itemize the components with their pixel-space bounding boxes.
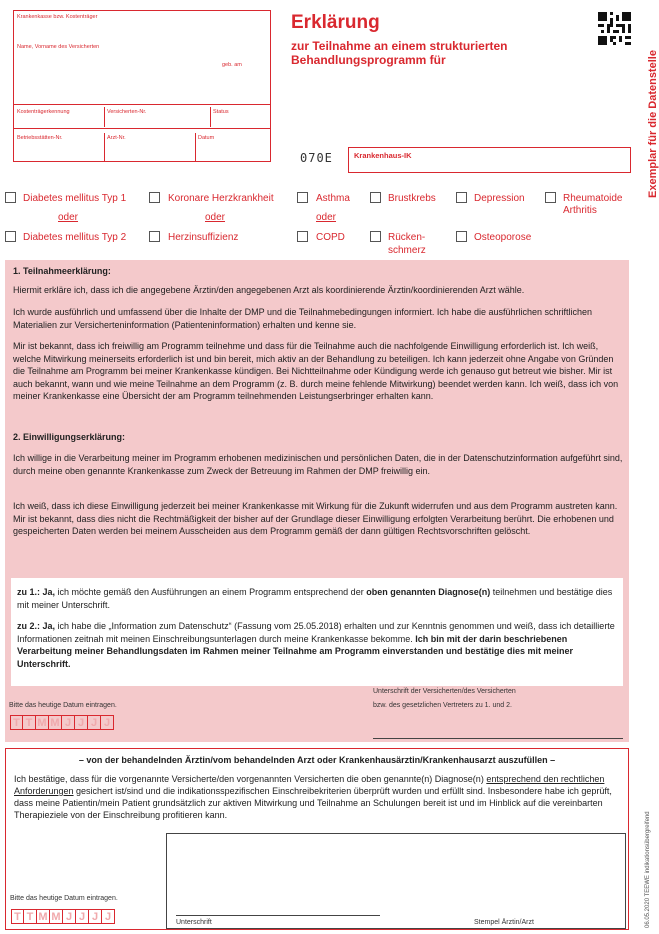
paragraph: Mir ist bekannt, dass ich freiwillig am Programm teilnehme und dass für die Teilnahme auch die nachfolgende Einwilligung erforderlich ist. Ich weiß, welche Mitwirkung meinerseits erforderlich ist und bin bereit, mich aktiv an der Behandlung zu beteiligen. Ich kann jederzeit ohne Angabe von Gründen die Teilnahme am Programm bei meiner Krankenkasse kündigen. Bei Nichtteilnahme oder Kündigung werde ich genauso gut betreut wie bisher. Mir ist auch bekannt, wann und wie meine Teilnahme an dem Programm (z. B. durch meine fehlende Mitwirkung) beendet werden kann. Ich weiß, dass ich von meiner Krankenkasse eine Übersicht der am Programm teilnehmenden Leistungserbringer erhalten kann.	[13, 341, 619, 401]
checkbox-dm1[interactable]	[5, 192, 16, 203]
stamp-label: Stempel Ärztin/Arzt	[474, 919, 534, 926]
name-label: Name, Vorname des Versicherten	[17, 44, 100, 50]
checkbox-rheuma[interactable]	[545, 192, 556, 203]
checkbox-copd[interactable]	[297, 231, 308, 242]
vertical-copy-label: Exemplar für die Datenstelle	[647, 50, 659, 198]
signature-label: bzw. des gesetzlichen Vertreters zu 1. und 2.	[373, 702, 512, 709]
diag-label: COPD	[316, 232, 345, 243]
kostentraeger-label: Kostenträgerkennung	[17, 109, 70, 115]
checkbox-asthma[interactable]	[297, 192, 308, 203]
diag-label: Arthritis	[563, 205, 597, 216]
oder-label: oder	[205, 212, 226, 223]
datum-label: Datum	[198, 135, 215, 141]
diag-label: schmerz	[388, 245, 426, 256]
divider	[210, 107, 211, 127]
divider	[14, 128, 270, 129]
paragraph: Ich wurde ausführlich und umfassend über die Inhalte der DMP und die Teilnahmebedingungen informiert. Ich habe die ausführlichen schriftlichen Materialien zur Versicherteninformation (Patienteninformation) erhalten und kenne sie.	[13, 307, 593, 330]
page-title: Erklärung	[291, 12, 380, 33]
divider	[14, 104, 270, 105]
qr-code-icon	[598, 12, 631, 45]
page-subtitle: zur Teilnahme an einem strukturierten Behandlungsprogramm für	[291, 39, 508, 67]
section-heading: 2. Einwilligungserklärung:	[13, 432, 126, 442]
diag-label: Brustkrebs	[388, 193, 436, 204]
paragraph: Ich weiß, dass ich diese Einwilligung jederzeit bei meiner Krankenkasse mit Wirkung für die Zukunft widerrufen und aus dem Programm austreten kann. Mir ist bekannt, dass dies nicht die Rechtmäßigkeit der bisher auf der Grundlage dieser Einwilligung erfolgten Verarbeitung berührt. Die erhobenen und gespeicherten Daten werden bei meinem Ausscheiden aus dem Programm gemäß der dann gültigen Rechtsvorschriften gelöscht.	[13, 501, 618, 536]
signature-line[interactable]	[176, 915, 380, 916]
diag-label: Herzinsuffizienz	[168, 232, 239, 243]
diag-label: Osteoporose	[474, 232, 532, 243]
krankenhaus-ik-label: Krankenhaus-IK	[354, 151, 412, 160]
confirmation-box	[11, 578, 623, 686]
geb-label: geb. am	[222, 62, 242, 68]
oder-label: oder	[316, 212, 337, 223]
date-field[interactable]: T T M M J J J J	[10, 715, 114, 730]
doctor-section	[5, 748, 629, 930]
divider	[104, 133, 105, 161]
confirmation-2: zu 2.: Ja, ich habe die „Information zum Datenschutz“ (Fassung vom 25.05.2018) erhalten und zur Kenntnis genommen und weiß, dass ich detaillierte Informationen zeitnah mit meinen Einschreibungsunterlagen durch meine Krankenkasse bekomme. Ich bin mit der darin beschriebenen Verarbeitung meiner Behandlungsdaten im Rahmen meiner Teilnahme am Programm einverstanden und bestätige dies mit meiner Unterschrift.	[17, 621, 615, 669]
date-hint: Bitte das heutige Datum eintragen.	[10, 895, 118, 902]
checkbox-khk[interactable]	[149, 192, 160, 203]
date-field[interactable]: T T M M J J J J	[11, 909, 115, 924]
section-heading: 1. Teilnahmeerklärung:	[13, 266, 111, 276]
diag-label: Asthma	[316, 193, 350, 204]
status-label: Status	[213, 109, 229, 115]
arzt-nr-label: Arzt-Nr.	[107, 135, 126, 141]
diag-label: Koronare Herzkrankheit	[168, 193, 274, 204]
checkbox-dm2[interactable]	[5, 231, 16, 242]
checkbox-herzinsuffizienz[interactable]	[149, 231, 160, 242]
diag-label: Rheumatoide	[563, 193, 623, 204]
krankenhaus-ik-field[interactable]	[348, 147, 631, 173]
insurance-card-box[interactable]	[13, 10, 271, 162]
signature-label: Unterschrift	[176, 919, 212, 926]
section-heading: – von der behandelnden Ärztin/vom behandelnden Arzt oder Krankenhausärztin/Krankenhausarzt auszufüllen –	[78, 755, 556, 765]
checkbox-osteoporose[interactable]	[456, 231, 467, 242]
betriebsstaetten-label: Betriebsstätten-Nr.	[17, 135, 63, 141]
date-hint: Bitte das heutige Datum eintragen.	[9, 702, 117, 709]
diag-label: Diabetes mellitus Typ 1	[23, 193, 127, 204]
form-version-note: 06.05.2020 TEEWE indikationsübergreifend	[645, 811, 651, 928]
checkbox-depression[interactable]	[456, 192, 467, 203]
diag-label: Diabetes mellitus Typ 2	[23, 232, 127, 243]
declaration-section	[5, 260, 629, 742]
confirmation-1: zu 1.: Ja, ich möchte gemäß den Ausführungen an einem Programm entsprechend der oben genannten Diagnose(n) teilnehmen und bestätige dies mit meiner Unterschrift.	[17, 587, 613, 610]
checkbox-brustkrebs[interactable]	[370, 192, 381, 203]
divider	[104, 107, 105, 127]
doctor-statement: Ich bestätige, dass für die vorgenannte Versicherte/den vorgenannten Versicherten die oben genannte(n) Diagnose(n) entsprechend den rechtlichen Anforderungen gesichert ist/sind und die indikationsspezifischen Einschreibekriterien überprüft wurden und erfüllt sind. Insbesondere habe ich geprüft, dass meine Patientin/mein Patient grundsätzlich zur aktiven Mitwirkung und Teilnahme an Schulungen bereit ist und im Hinblick auf die vereinbarten Therapieziele von der Einschreibung profitieren kann.	[14, 774, 612, 820]
paragraph: Ich willige in die Verarbeitung meiner im Programm erhobenen medizinischen und persönlichen Daten, die in der Datenschutzinformation aufgeführt sind, durch meine oben genannte Krankenkasse zum Zweck der Betreuung im Rahmen der DMP freiwillig ein.	[13, 453, 623, 476]
diag-label: Rücken-	[388, 232, 426, 243]
diag-label: Depression	[474, 193, 525, 204]
form-code: 070E	[300, 151, 333, 165]
paragraph: Hiermit erkläre ich, dass ich die angegebene Ärztin/den angegebenen Arzt als koordinierende Ärztin/koordinierenden Arzt wähle.	[13, 285, 525, 295]
signature-label: Unterschrift der Versicherten/des Versicherten	[373, 688, 516, 695]
checkbox-rueckenschmerz[interactable]	[370, 231, 381, 242]
signature-line[interactable]	[373, 738, 623, 739]
divider	[195, 133, 196, 161]
oder-label: oder	[58, 212, 79, 223]
kasse-label: Krankenkasse bzw. Kostenträger	[17, 14, 98, 20]
versicherten-nr-label: Versicherten-Nr.	[107, 109, 147, 115]
